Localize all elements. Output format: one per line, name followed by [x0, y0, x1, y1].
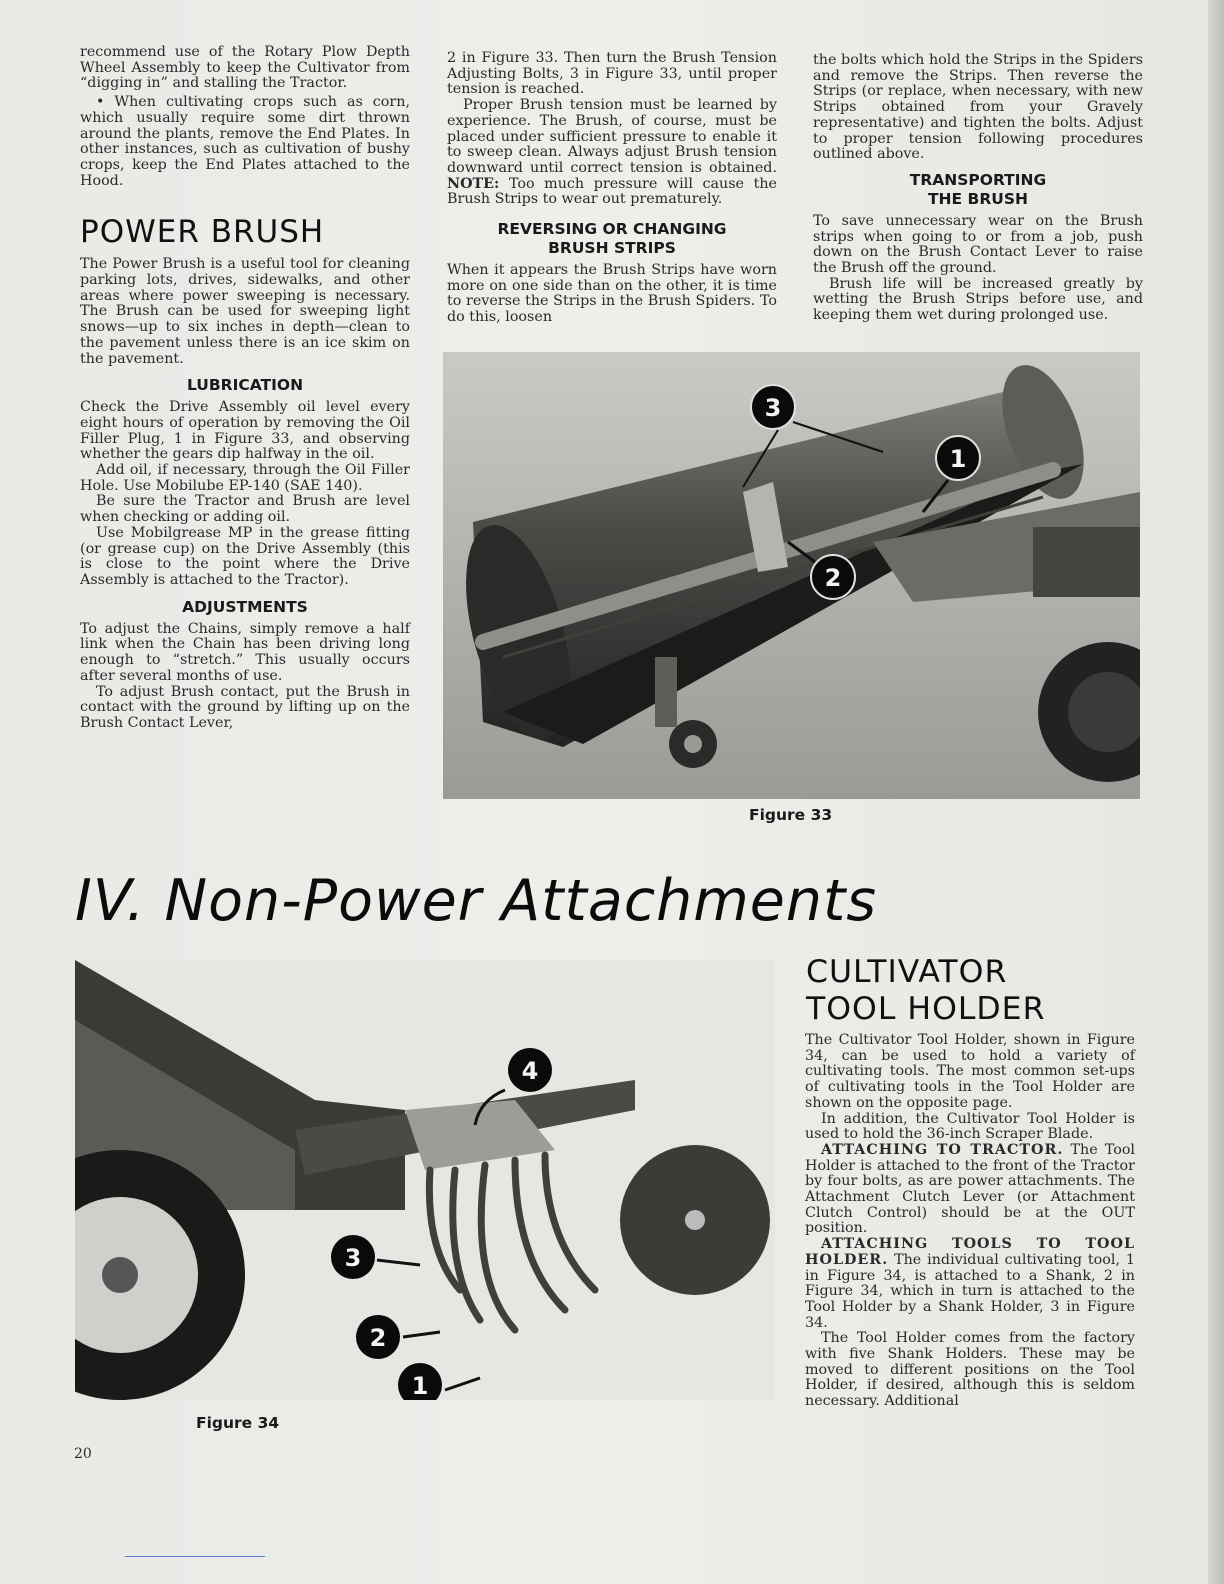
attaching-to-tractor-label: ATTACHING TO TRACTOR.: [821, 1141, 1064, 1158]
bullet-paragraph: • When cultivating crops such as corn, which usually require some dirt thrown around the plants, remove the End Plates. In other instances, such as cultivation of bushy crops, keep the End Plates attached to the Hood.: [80, 94, 410, 189]
svg-text:2: 2: [824, 564, 842, 592]
heading-line: REVERSING OR CHANGING: [497, 220, 727, 239]
power-brush-heading: POWER BRUSH: [80, 214, 325, 251]
cultivator-illustration: [75, 960, 775, 1400]
cultivator-tool-holder-title: [806, 954, 1045, 1028]
text-column-1: [80, 45, 410, 732]
svg-text:1: 1: [949, 445, 967, 473]
heading-line: TRANSPORTING: [909, 170, 1047, 189]
paragraph: Be sure the Tractor and Brush are level when checking or adding oil.: [80, 493, 410, 526]
heading-line: THE BRUSH: [927, 189, 1028, 208]
paragraph: 2 in Figure 33. Then turn the Brush Tension Adjusting Bolts, 3 in Figure 33, until proper tension is reached.: [447, 50, 777, 98]
lubrication-heading: LUBRICATION: [186, 376, 304, 395]
figure-33-caption: Figure 33: [749, 806, 833, 824]
svg-text:1: 1: [411, 1372, 429, 1400]
title-line: TOOL HOLDER: [806, 991, 1046, 1027]
svg-text:3: 3: [344, 1244, 362, 1272]
paragraph: To adjust Brush contact, put the Brush in contact with the ground by lifting up on the Brush Contact Lever,: [80, 683, 410, 731]
paragraph-text: Too much pressure will cause the Brush Strips to wear out prematurely.: [447, 175, 778, 208]
transporting-heading: [813, 171, 1143, 209]
reversing-heading: [447, 220, 777, 258]
page-edge-shadow: [1208, 0, 1224, 1584]
paragraph-text: Proper Brush tension must be learned by experience. The Brush, of course, must be placed under sufficient pressure to enable it to sweep clean. Always adjust Brush tension downward until correct tension is obtained.: [447, 97, 777, 176]
power-brush-illustration: [443, 352, 1140, 799]
paragraph: Use Mobilgrease MP in the grease fitting (or grease cup) on the Drive Assembly (this is close to the point where the Drive Assembly is attached to the Tractor).: [80, 524, 410, 588]
paragraph: To adjust the Chains, simply remove a half link when the Chain has been driving long enough to “stretch.” This usually occurs after several months of use.: [80, 620, 410, 684]
paragraph: The Cultivator Tool Holder, shown in Figure 34, can be used to hold a variety of cultivating tools. The most common set-ups of cultivating tools in the Tool Holder are shown on the opposite page.: [805, 1032, 1135, 1111]
title-line: CULTIVATOR: [806, 954, 1008, 990]
paragraph: Check the Drive Assembly oil level every eight hours of operation by removing the Oil Filler Plug, 1 in Figure 33, and observing whether the gears dip halfway in the oil.: [80, 399, 410, 463]
paragraph: When it appears the Brush Strips have worn more on one side than on the other, it is time to reverse the Strips in the Brush Spiders. To do this, loosen: [447, 262, 777, 326]
adjustments-heading: ADJUSTMENTS: [182, 597, 308, 616]
paragraph: [447, 98, 777, 208]
figure-34-photo: [75, 960, 775, 1400]
paragraph: the bolts which hold the Strips in the Spiders and remove the Strips. Then reverse the Strips (or replace, when necessary, with new Strips obtained from your Gravely representative) and tighten the bolts. Adjust to proper tension following procedures outlined above.: [813, 52, 1143, 163]
figure-34-caption: Figure 34: [196, 1414, 280, 1432]
paragraph: In addition, the Cultivator Tool Holder is used to hold the 36-inch Scraper Blade.: [805, 1110, 1135, 1143]
scan-underline: [125, 1556, 265, 1557]
svg-text:2: 2: [369, 1324, 387, 1352]
paragraph-text: The individual cultivating tool, 1 in Figure 34, is attached to a Shank, 2 in Figure 34, which in turn is attached to the Tool Holder by a Shank Holder, 3 in Figure 34.: [805, 1251, 1135, 1331]
text-column-4: [805, 1033, 1135, 1410]
figure-33-photo: [443, 352, 1140, 799]
section-title: IV. Non-Power Attachments: [75, 868, 878, 934]
paragraph: The Power Brush is a useful tool for cleaning parking lots, drives, sidewalks, and other areas where power sweeping is necessary. The Brush can be used for sweeping light snows—up to six inches in depth—clean to the pavement unless there is an ice skim on the pavement.: [80, 256, 410, 367]
svg-text:4: 4: [521, 1057, 539, 1085]
svg-text:3: 3: [764, 394, 782, 422]
text-column-3: [813, 53, 1143, 324]
paragraph: recommend use of the Rotary Plow Depth Wheel Assembly to keep the Cultivator from “digging in” and stalling the Tractor.: [80, 44, 410, 92]
paragraph: The Tool Holder comes from the factory with five Shank Holders. These may be moved to different positions on the Tool Holder, if desired, although this is seldom necessary. Additional: [805, 1330, 1135, 1410]
paragraph: Brush life will be increased greatly by wetting the Brush Strips before use, and keeping them wet during prolonged use.: [813, 275, 1143, 324]
text-column-2: [447, 51, 777, 326]
paragraph: To save unnecessary wear on the Brush strips when going to or from a job, push down on the Brush Contact Lever to raise the Brush off the ground.: [813, 212, 1143, 277]
paragraph-text: The Tool Holder is attached to the front of the Tractor by four bolts, as are power attachments. The Attachment Clutch Lever (or Attachment Clutch Control) should be at the OUT position.: [805, 1141, 1135, 1237]
attaching-tools-label: ATTACHING TOOLS TO TOOL HOLDER.: [805, 1236, 1135, 1268]
note-label: NOTE:: [447, 175, 500, 192]
paragraph: [805, 1143, 1135, 1237]
page-number: 20: [74, 1446, 92, 1462]
paragraph: Add oil, if necessary, through the Oil Filler Hole. Use Mobilube EP-140 (SAE 140).: [80, 462, 410, 494]
heading-line: BRUSH STRIPS: [548, 239, 676, 258]
paragraph: [805, 1237, 1135, 1331]
